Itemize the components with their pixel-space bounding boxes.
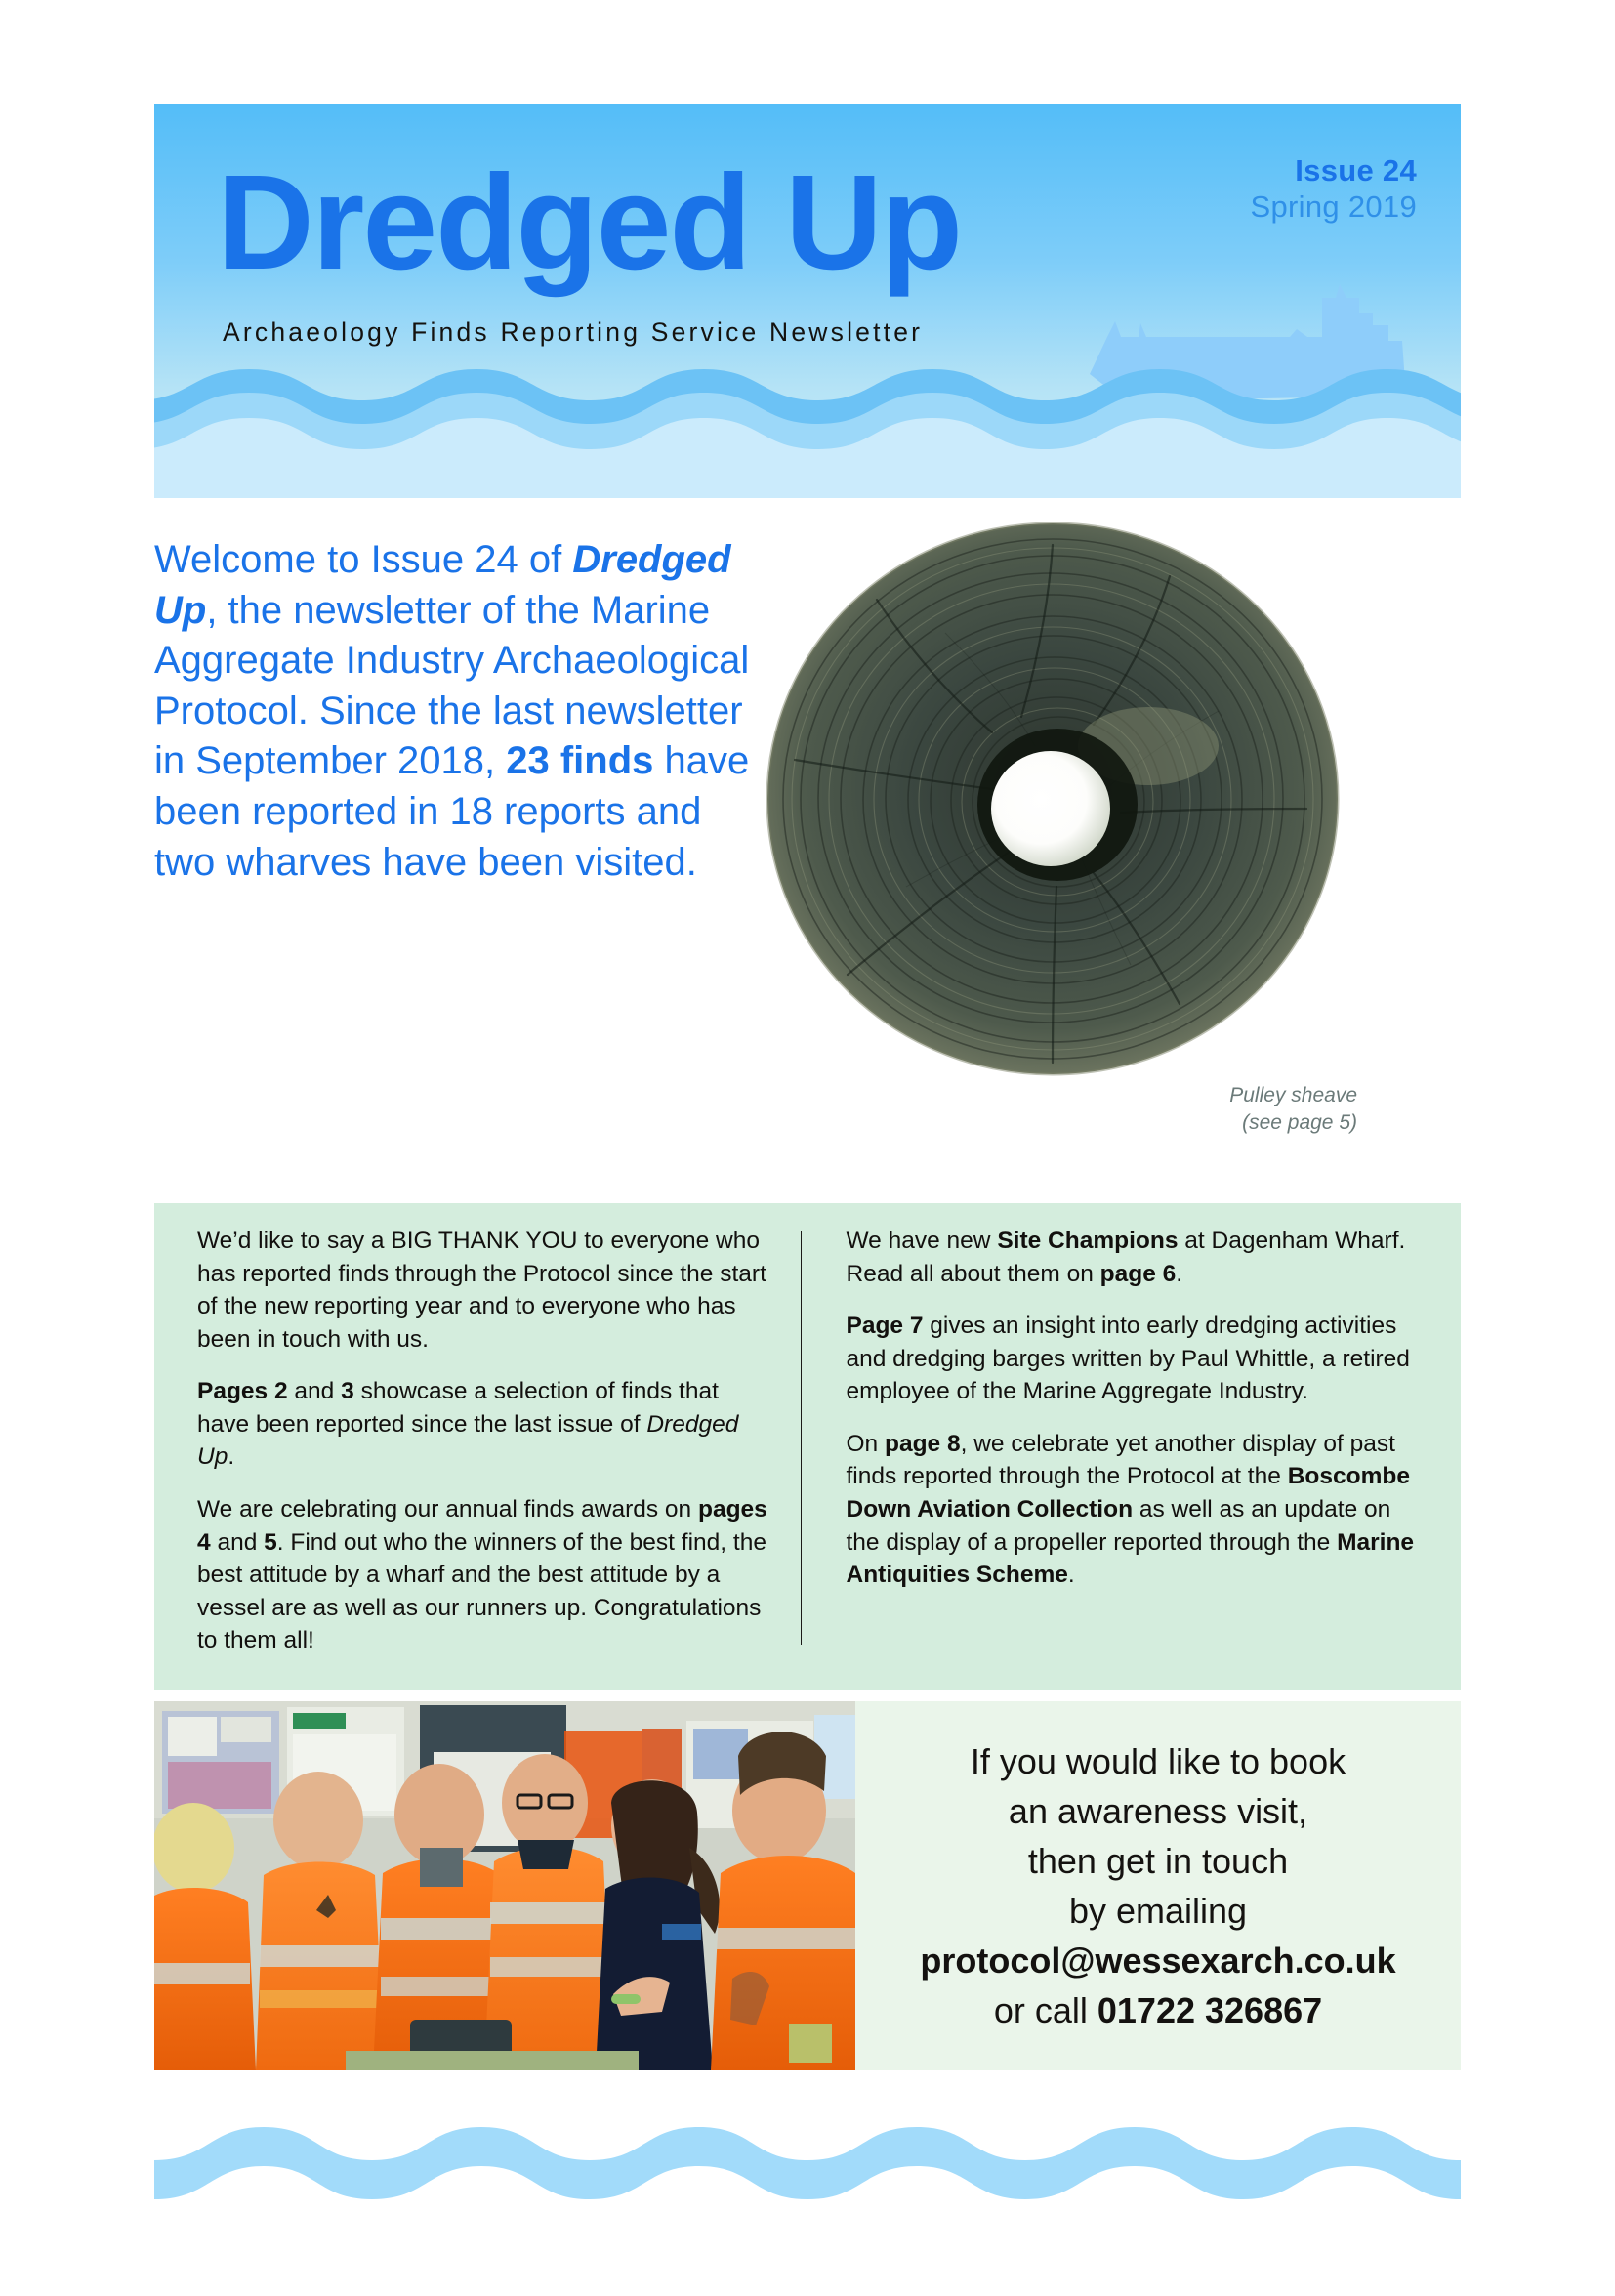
workers-group-illustration	[154, 1701, 855, 2070]
contact-line-1: If you would like to book	[970, 1740, 1346, 1781]
panel-right-run: gives an insight into early dredging activities and dredging barges written by Paul Whittle, a retired employee of the Marine Aggregate Industry.	[846, 1313, 1410, 1405]
panel-right-run: Boscombe Down Aviation Collection	[846, 1463, 1410, 1523]
panel-left-column	[197, 1225, 801, 1670]
welcome-part-3: have been reported in 18 reports and two wharves have been visited.	[154, 739, 750, 884]
panel-left-run: . Find out who the winners of the best find, the best attitude by a wharf and the best attitude by a vessel are as well as our runners up. Congratulations to them all!	[197, 1528, 766, 1654]
panel-left-run: Dredged Up	[197, 1410, 739, 1471]
welcome-paragraph	[154, 535, 750, 888]
panel-right-paragraph	[847, 1225, 1419, 1290]
masthead-subtitle: Archaeology Finds Reporting Service Newsletter	[223, 317, 924, 347]
panel-right-run: We have new	[846, 1228, 998, 1254]
contents-summary-panel	[154, 1203, 1461, 1690]
panel-left-run: pages 4	[197, 1495, 767, 1556]
welcome-part-2: , the newsletter of the Marine Aggregate Industry Archaeological Protocol. Since the last newsletter in September 2018,	[154, 588, 750, 783]
panel-right-run: Site Champions	[997, 1228, 1179, 1254]
panel-right-paragraph	[847, 1310, 1419, 1408]
panel-right-run: as well as an update on the display of a propeller reported through the	[846, 1495, 1391, 1556]
panel-right-run: .	[1067, 1562, 1075, 1589]
footer-wave-decoration	[154, 2109, 1461, 2217]
panel-right-column	[802, 1225, 1419, 1670]
welcome-emphasis-dredged-up: Dredged Up	[154, 538, 731, 632]
issue-number: Issue 24	[1295, 153, 1417, 188]
panel-right-run: page 8	[885, 1430, 961, 1457]
contact-phone-number[interactable]: 01722 326867	[1097, 1990, 1323, 2031]
panel-right-run: Page 7	[846, 1313, 924, 1340]
pulley-sheave-photo	[760, 516, 1353, 1094]
sheave-caption	[1074, 1082, 1357, 1136]
panel-left-run: We are celebrating our annual finds awards on	[197, 1495, 698, 1523]
sheave-illustration	[760, 516, 1353, 1094]
panel-left-run: and	[210, 1528, 265, 1556]
panel-right-run: Marine Antiquities Scheme	[846, 1528, 1415, 1589]
welcome-part-1: Welcome to Issue 24 of	[154, 538, 573, 581]
panel-right-run: On	[846, 1430, 885, 1457]
panel-right-run: at Dagenham Wharf. Read all about them on	[846, 1228, 1406, 1287]
panel-left-run: We’d like to say a BIG THANK YOU to everyone who has reported finds through the Protocol since the start of the new reporting year and to everyone who has been in touch with us.	[197, 1228, 766, 1353]
panel-right-run: .	[1176, 1260, 1183, 1287]
issue-info	[1251, 153, 1418, 225]
panel-left-run: 3	[341, 1378, 354, 1405]
contact-block	[855, 1701, 1461, 2070]
panel-left-paragraph	[197, 1493, 769, 1657]
contact-line-4: by emailing	[1068, 1891, 1248, 1931]
contact-line-2: an awareness visit,	[1008, 1790, 1308, 1831]
panel-left-run: Pages 2	[197, 1378, 288, 1405]
contact-phone-line	[994, 1985, 1322, 2035]
issue-season: Spring 2019	[1250, 188, 1417, 224]
panel-left-run: 5	[264, 1528, 277, 1556]
panel-right-run: page 6	[1099, 1260, 1177, 1287]
panel-left-paragraph	[197, 1225, 769, 1356]
contact-phone-prefix: or call	[993, 1990, 1097, 2031]
contact-email[interactable]: protocol@wessexarch.co.uk	[920, 1941, 1396, 1982]
welcome-emphasis-finds-count: 23 finds	[506, 739, 654, 783]
wave-band-light	[154, 416, 1461, 498]
sheave-caption-line-2: (see page 5)	[1242, 1110, 1357, 1134]
panel-left-run: and	[287, 1378, 342, 1405]
masthead-banner	[154, 104, 1461, 498]
footer-wave-icon	[154, 2109, 1461, 2217]
panel-left-run: .	[228, 1443, 235, 1471]
awareness-visit-photo	[154, 1701, 855, 2070]
panel-right-paragraph	[847, 1428, 1419, 1592]
awareness-visit-band	[154, 1701, 1461, 2070]
panel-left-paragraph	[197, 1375, 769, 1474]
page-title: Dredged Up	[217, 147, 962, 298]
panel-right-run: , we celebrate yet another display of past finds reported through the Protocol at the	[846, 1430, 1395, 1490]
sheave-caption-line-1: Pulley sheave	[1229, 1084, 1357, 1106]
panel-left-run: showcase a selection of finds that have been reported since the last issue of	[197, 1378, 719, 1438]
contact-line-3: then get in touch	[1027, 1840, 1289, 1881]
